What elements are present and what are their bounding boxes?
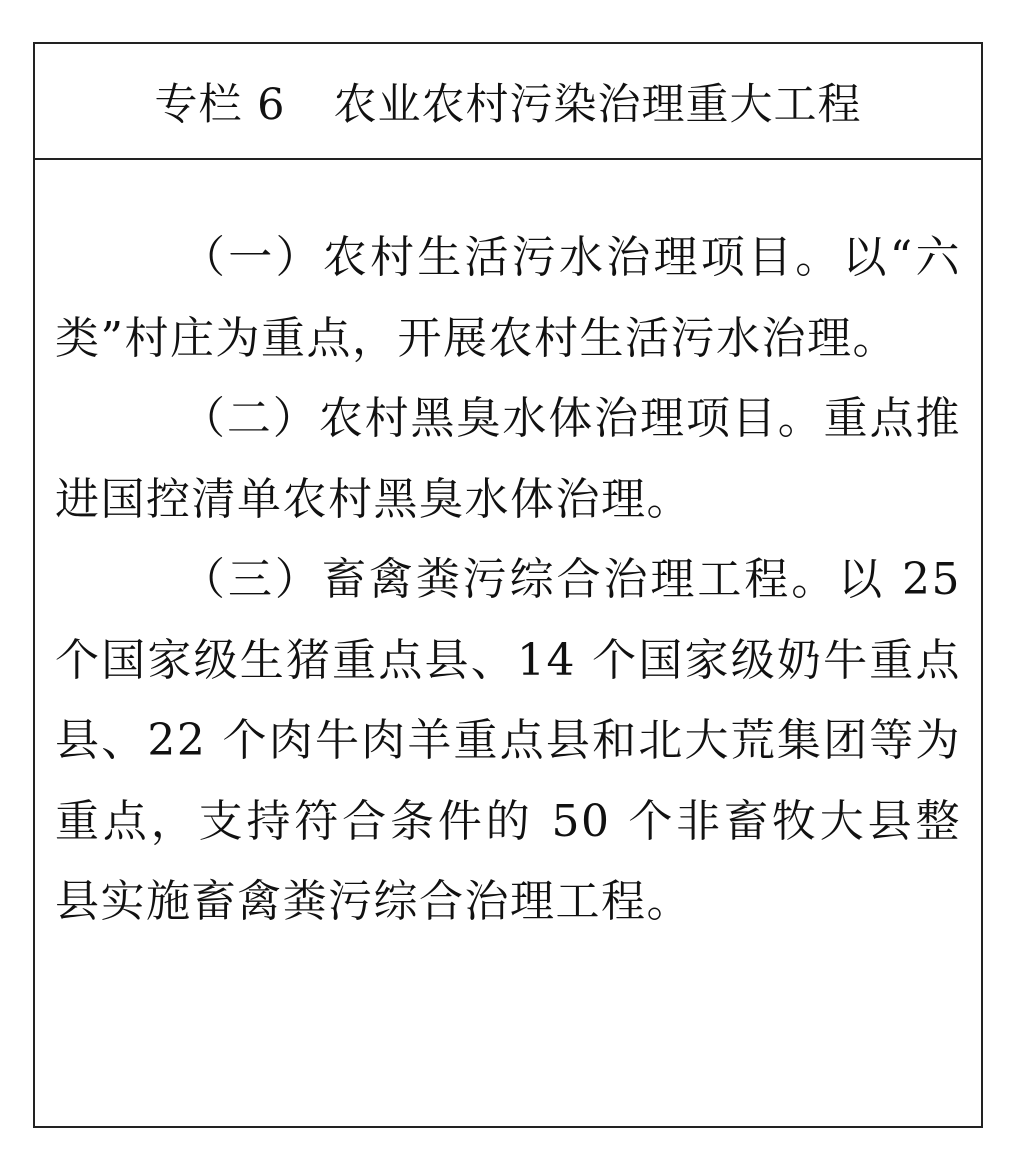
paragraph-rural-sewage: （一）农村生活污水治理项目。以“六类”村庄为重点，开展农村生活污水治理。 xyxy=(55,232,961,364)
paragraph-livestock-manure: （三）畜禽粪污综合治理工程。以 25 个国家级生猪重点县、14 个国家级奶牛重点县、22 个肉牛肉羊重点县和北大荒集团等为重点，支持符合条件的 50 个非畜牧大县整县实施畜禽粪污综合治理工程。 xyxy=(55,554,961,927)
column-body xyxy=(35,160,981,943)
column-label: 专栏 6 xyxy=(154,79,286,130)
column-title: 农业农村污染治理重大工程 xyxy=(333,79,862,130)
paragraph-black-odorous-water: （二）农村黑臭水体治理项目。重点推进国控清单农村黑臭水体治理。 xyxy=(55,393,961,525)
column-header xyxy=(35,44,981,160)
column-box xyxy=(33,42,983,1128)
